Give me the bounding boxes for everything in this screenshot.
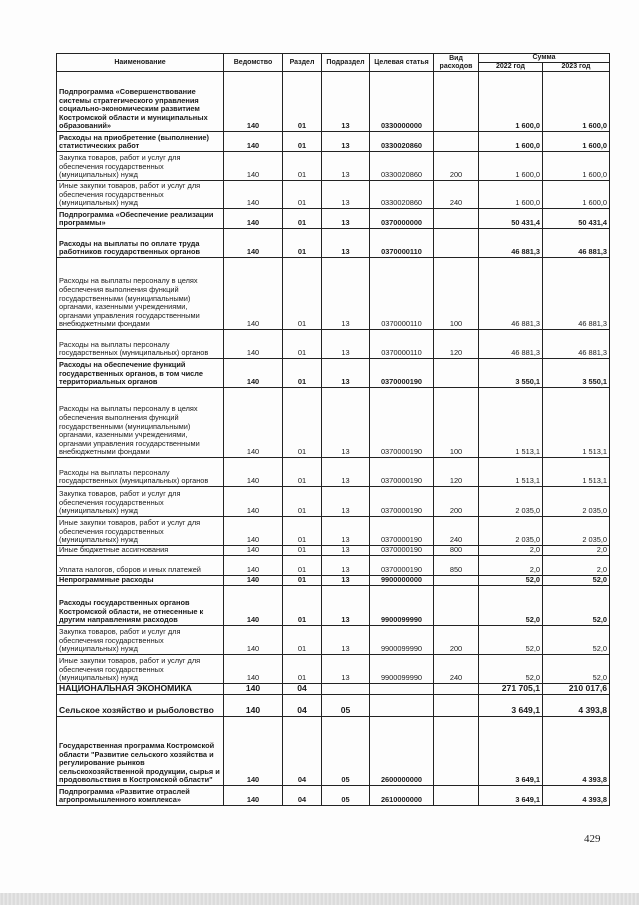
cell-expense-type: 200 (434, 626, 479, 655)
table-row (57, 72, 610, 132)
cell-expense-type: 200 (434, 152, 479, 181)
cell-expense-type: 800 (434, 546, 479, 556)
table-row (57, 388, 610, 458)
cell-sum-2023: 1 513,1 (543, 458, 610, 487)
cell-name: Непрограммные расходы (57, 576, 224, 586)
cell-section: 01 (283, 487, 322, 517)
cell-sum-2023: 50 431,4 (543, 209, 610, 229)
cell-name: Сельское хозяйство и рыболовство (57, 695, 224, 717)
cell-sum-2023: 52,0 (543, 626, 610, 655)
cell-sum-2023: 4 393,8 (543, 695, 610, 717)
cell-target: 9900000000 (370, 576, 434, 586)
cell-expense-type (434, 684, 479, 695)
cell-department: 140 (224, 546, 283, 556)
cell-target (370, 684, 434, 695)
cell-sum-2022: 271 705,1 (479, 684, 543, 695)
cell-subsection: 13 (322, 132, 370, 152)
cell-target: 9900099990 (370, 626, 434, 655)
cell-section: 01 (283, 586, 322, 626)
cell-department: 140 (224, 388, 283, 458)
cell-subsection: 13 (322, 359, 370, 388)
cell-section: 01 (283, 556, 322, 576)
cell-target: 9900099990 (370, 586, 434, 626)
cell-section: 01 (283, 458, 322, 487)
cell-name: Иные закупки товаров, работ и услуг для обеспечения государственных (муниципальных) нужд (57, 655, 224, 684)
cell-expense-type: 100 (434, 388, 479, 458)
cell-sum-2022: 46 881,3 (479, 330, 543, 359)
cell-department: 140 (224, 181, 283, 209)
cell-target: 0330020860 (370, 181, 434, 209)
cell-sum-2022: 1 600,0 (479, 132, 543, 152)
cell-department: 140 (224, 626, 283, 655)
cell-sum-2023: 46 881,3 (543, 330, 610, 359)
cell-sum-2022: 52,0 (479, 576, 543, 586)
cell-expense-type (434, 717, 479, 786)
cell-section: 01 (283, 209, 322, 229)
cell-sum-2022: 3 550,1 (479, 359, 543, 388)
cell-sum-2023: 1 600,0 (543, 132, 610, 152)
cell-expense-type: 200 (434, 487, 479, 517)
cell-sum-2022: 1 513,1 (479, 458, 543, 487)
cell-subsection: 13 (322, 546, 370, 556)
cell-sum-2022: 2,0 (479, 546, 543, 556)
cell-department: 140 (224, 72, 283, 132)
table-row (57, 556, 610, 576)
cell-department: 140 (224, 258, 283, 330)
cell-department: 140 (224, 330, 283, 359)
cell-target: 0370000190 (370, 517, 434, 546)
cell-subsection: 13 (322, 229, 370, 258)
table-row (57, 152, 610, 181)
table-row (57, 258, 610, 330)
cell-subsection: 05 (322, 717, 370, 786)
cell-section: 01 (283, 359, 322, 388)
cell-subsection: 13 (322, 458, 370, 487)
table-row (57, 458, 610, 487)
cell-expense-type (434, 209, 479, 229)
cell-expense-type (434, 586, 479, 626)
header-subsection: Подраздел (322, 54, 370, 72)
cell-sum-2023: 52,0 (543, 586, 610, 626)
page-number: 429 (584, 833, 601, 845)
cell-sum-2022: 3 649,1 (479, 695, 543, 717)
cell-target: 0370000110 (370, 330, 434, 359)
cell-target: 0370000190 (370, 388, 434, 458)
cell-section: 04 (283, 695, 322, 717)
header-department: Ведомство (224, 54, 283, 72)
table-row (57, 330, 610, 359)
cell-name: Расходы на приобретение (выполнение) статистических работ (57, 132, 224, 152)
cell-department: 140 (224, 132, 283, 152)
table-row (57, 576, 610, 586)
cell-name: Закупка товаров, работ и услуг для обеспечения государственных (муниципальных) нужд (57, 152, 224, 181)
cell-section: 01 (283, 655, 322, 684)
cell-sum-2022: 2,0 (479, 556, 543, 576)
cell-sum-2023: 2,0 (543, 556, 610, 576)
cell-sum-2023: 4 393,8 (543, 717, 610, 786)
cell-department: 140 (224, 209, 283, 229)
cell-subsection: 13 (322, 626, 370, 655)
cell-subsection: 05 (322, 695, 370, 717)
cell-section: 01 (283, 576, 322, 586)
table-row (57, 181, 610, 209)
cell-name: Расходы на обеспечение функций государственных органов, в том числе территориальных органов (57, 359, 224, 388)
cell-expense-type: 120 (434, 330, 479, 359)
cell-subsection: 13 (322, 388, 370, 458)
cell-sum-2022: 1 600,0 (479, 181, 543, 209)
cell-name: Расходы на выплаты персоналу в целях обеспечения выполнения функций государственными (муниципальными) органами, казенными учреждениями, органами управления государственными внебюджетными фондами (57, 388, 224, 458)
cell-sum-2022: 1 513,1 (479, 388, 543, 458)
cell-sum-2023: 2 035,0 (543, 517, 610, 546)
cell-expense-type (434, 72, 479, 132)
table-row (57, 209, 610, 229)
cell-section: 01 (283, 517, 322, 546)
cell-subsection: 13 (322, 556, 370, 576)
cell-sum-2023: 3 550,1 (543, 359, 610, 388)
cell-target: 0370000110 (370, 258, 434, 330)
cell-subsection: 13 (322, 258, 370, 330)
cell-sum-2022: 52,0 (479, 586, 543, 626)
cell-department: 140 (224, 487, 283, 517)
cell-section: 01 (283, 258, 322, 330)
table-body (57, 72, 610, 806)
table-row (57, 626, 610, 655)
table-row (57, 717, 610, 786)
table-row (57, 786, 610, 806)
cell-subsection (322, 684, 370, 695)
table-row (57, 359, 610, 388)
cell-sum-2023: 2 035,0 (543, 487, 610, 517)
table-row (57, 546, 610, 556)
header-year-2023: 2023 год (543, 63, 610, 72)
cell-sum-2022: 1 600,0 (479, 72, 543, 132)
cell-target: 0330020860 (370, 132, 434, 152)
cell-department: 140 (224, 517, 283, 546)
cell-department: 140 (224, 786, 283, 806)
cell-sum-2023: 4 393,8 (543, 786, 610, 806)
cell-target: 0370000190 (370, 556, 434, 576)
header-target: Целевая статья (370, 54, 434, 72)
cell-subsection: 13 (322, 209, 370, 229)
cell-subsection: 13 (322, 487, 370, 517)
cell-subsection: 13 (322, 330, 370, 359)
cell-section: 01 (283, 388, 322, 458)
cell-sum-2023: 1 600,0 (543, 152, 610, 181)
table-row (57, 487, 610, 517)
cell-target: 0370000000 (370, 209, 434, 229)
cell-section: 04 (283, 684, 322, 695)
cell-department: 140 (224, 695, 283, 717)
cell-target: 2600000000 (370, 717, 434, 786)
cell-sum-2022: 2 035,0 (479, 517, 543, 546)
cell-name: Закупка товаров, работ и услуг для обеспечения государственных (муниципальных) нужд (57, 626, 224, 655)
cell-sum-2023: 1 600,0 (543, 72, 610, 132)
cell-expense-type: 240 (434, 517, 479, 546)
cell-subsection: 13 (322, 586, 370, 626)
cell-sum-2022: 52,0 (479, 655, 543, 684)
cell-department: 140 (224, 586, 283, 626)
cell-expense-type (434, 229, 479, 258)
cell-name: Государственная программа Костромской области "Развитие сельского хозяйства и регулирование рынков сельскохозяйственной продукции, сырья и продовольствия в Костромской области" (57, 717, 224, 786)
cell-name: Подпрограмма «Обеспечение реализации программы» (57, 209, 224, 229)
cell-section: 01 (283, 546, 322, 556)
cell-name: Подпрограмма «Развитие отраслей агропромышленного комплекса» (57, 786, 224, 806)
cell-subsection: 13 (322, 517, 370, 546)
cell-name: Иные закупки товаров, работ и услуг для обеспечения государственных (муниципальных) нужд (57, 517, 224, 546)
budget-table (56, 53, 610, 806)
cell-name: Расходы на выплаты по оплате труда работников государственных органов (57, 229, 224, 258)
table-header (57, 54, 610, 72)
cell-target: 0370000110 (370, 229, 434, 258)
table-row (57, 695, 610, 717)
cell-section: 04 (283, 786, 322, 806)
cell-sum-2023: 210 017,6 (543, 684, 610, 695)
cell-section: 01 (283, 72, 322, 132)
cell-sum-2023: 1 513,1 (543, 388, 610, 458)
cell-subsection: 13 (322, 72, 370, 132)
cell-sum-2022: 2 035,0 (479, 487, 543, 517)
cell-target: 0370000190 (370, 487, 434, 517)
cell-department: 140 (224, 684, 283, 695)
cell-department: 140 (224, 152, 283, 181)
cell-sum-2022: 46 881,3 (479, 258, 543, 330)
table-row (57, 655, 610, 684)
cell-section: 01 (283, 330, 322, 359)
cell-section: 01 (283, 132, 322, 152)
cell-subsection: 13 (322, 655, 370, 684)
cell-sum-2023: 52,0 (543, 655, 610, 684)
cell-subsection: 13 (322, 181, 370, 209)
cell-sum-2023: 1 600,0 (543, 181, 610, 209)
cell-expense-type (434, 786, 479, 806)
cell-target: 0370000190 (370, 359, 434, 388)
cell-department: 140 (224, 717, 283, 786)
cell-section: 01 (283, 181, 322, 209)
cell-sum-2022: 3 649,1 (479, 786, 543, 806)
cell-department: 140 (224, 556, 283, 576)
cell-target: 0330000000 (370, 72, 434, 132)
cell-section: 01 (283, 229, 322, 258)
table-row (57, 517, 610, 546)
table-row (57, 229, 610, 258)
cell-name: Расходы на выплаты персоналу государственных (муниципальных) органов (57, 330, 224, 359)
cell-department: 140 (224, 458, 283, 487)
cell-sum-2022: 1 600,0 (479, 152, 543, 181)
cell-subsection: 13 (322, 576, 370, 586)
cell-name: Закупка товаров, работ и услуг для обеспечения государственных (муниципальных) нужд (57, 487, 224, 517)
cell-expense-type: 100 (434, 258, 479, 330)
cell-name: Иные бюджетные ассигнования (57, 546, 224, 556)
table-row (57, 132, 610, 152)
cell-name: Расходы на выплаты персоналу государственных (муниципальных) органов (57, 458, 224, 487)
cell-name: Расходы на выплаты персоналу в целях обеспечения выполнения функций государственными (муниципальными) органами, казенными учреждениями, органами управления государственными внебюджетными фондами (57, 258, 224, 330)
cell-sum-2022: 50 431,4 (479, 209, 543, 229)
cell-subsection: 13 (322, 152, 370, 181)
cell-expense-type (434, 576, 479, 586)
cell-expense-type: 240 (434, 181, 479, 209)
cell-sum-2023: 46 881,3 (543, 258, 610, 330)
cell-target: 0370000190 (370, 458, 434, 487)
cell-expense-type: 120 (434, 458, 479, 487)
cell-sum-2022: 52,0 (479, 626, 543, 655)
cell-section: 01 (283, 626, 322, 655)
table-row (57, 684, 610, 695)
cell-target (370, 695, 434, 717)
cell-sum-2023: 2,0 (543, 546, 610, 556)
cell-department: 140 (224, 655, 283, 684)
cell-name: Уплата налогов, сборов и иных платежей (57, 556, 224, 576)
cell-target: 9900099990 (370, 655, 434, 684)
cell-target: 0330020860 (370, 152, 434, 181)
header-year-2022: 2022 год (479, 63, 543, 72)
cell-expense-type (434, 359, 479, 388)
cell-sum-2023: 52,0 (543, 576, 610, 586)
header-name: Наименование (57, 54, 224, 72)
cell-name: Расходы государственных органов Костромской области, не отнесенные к другим направлениям расходов (57, 586, 224, 626)
cell-name: НАЦИОНАЛЬНАЯ ЭКОНОМИКА (57, 684, 224, 695)
header-sum: Сумма (479, 54, 610, 63)
cell-section: 04 (283, 717, 322, 786)
cell-department: 140 (224, 359, 283, 388)
cell-expense-type (434, 695, 479, 717)
table-row (57, 586, 610, 626)
cell-target: 2610000000 (370, 786, 434, 806)
cell-expense-type (434, 132, 479, 152)
header-section: Раздел (283, 54, 322, 72)
cell-department: 140 (224, 229, 283, 258)
cell-target: 0370000190 (370, 546, 434, 556)
cell-sum-2022: 46 881,3 (479, 229, 543, 258)
cell-subsection: 05 (322, 786, 370, 806)
cell-sum-2022: 3 649,1 (479, 717, 543, 786)
cell-department: 140 (224, 576, 283, 586)
cell-sum-2023: 46 881,3 (543, 229, 610, 258)
scan-edge (0, 893, 639, 905)
cell-expense-type: 850 (434, 556, 479, 576)
header-expense-type: Вид расходов (434, 54, 479, 72)
cell-name: Подпрограмма «Совершенствование системы стратегического управления социально-экономическим развитием Костромской области и муниципальных образований» (57, 72, 224, 132)
cell-name: Иные закупки товаров, работ и услуг для обеспечения государственных (муниципальных) нужд (57, 181, 224, 209)
cell-section: 01 (283, 152, 322, 181)
cell-expense-type: 240 (434, 655, 479, 684)
